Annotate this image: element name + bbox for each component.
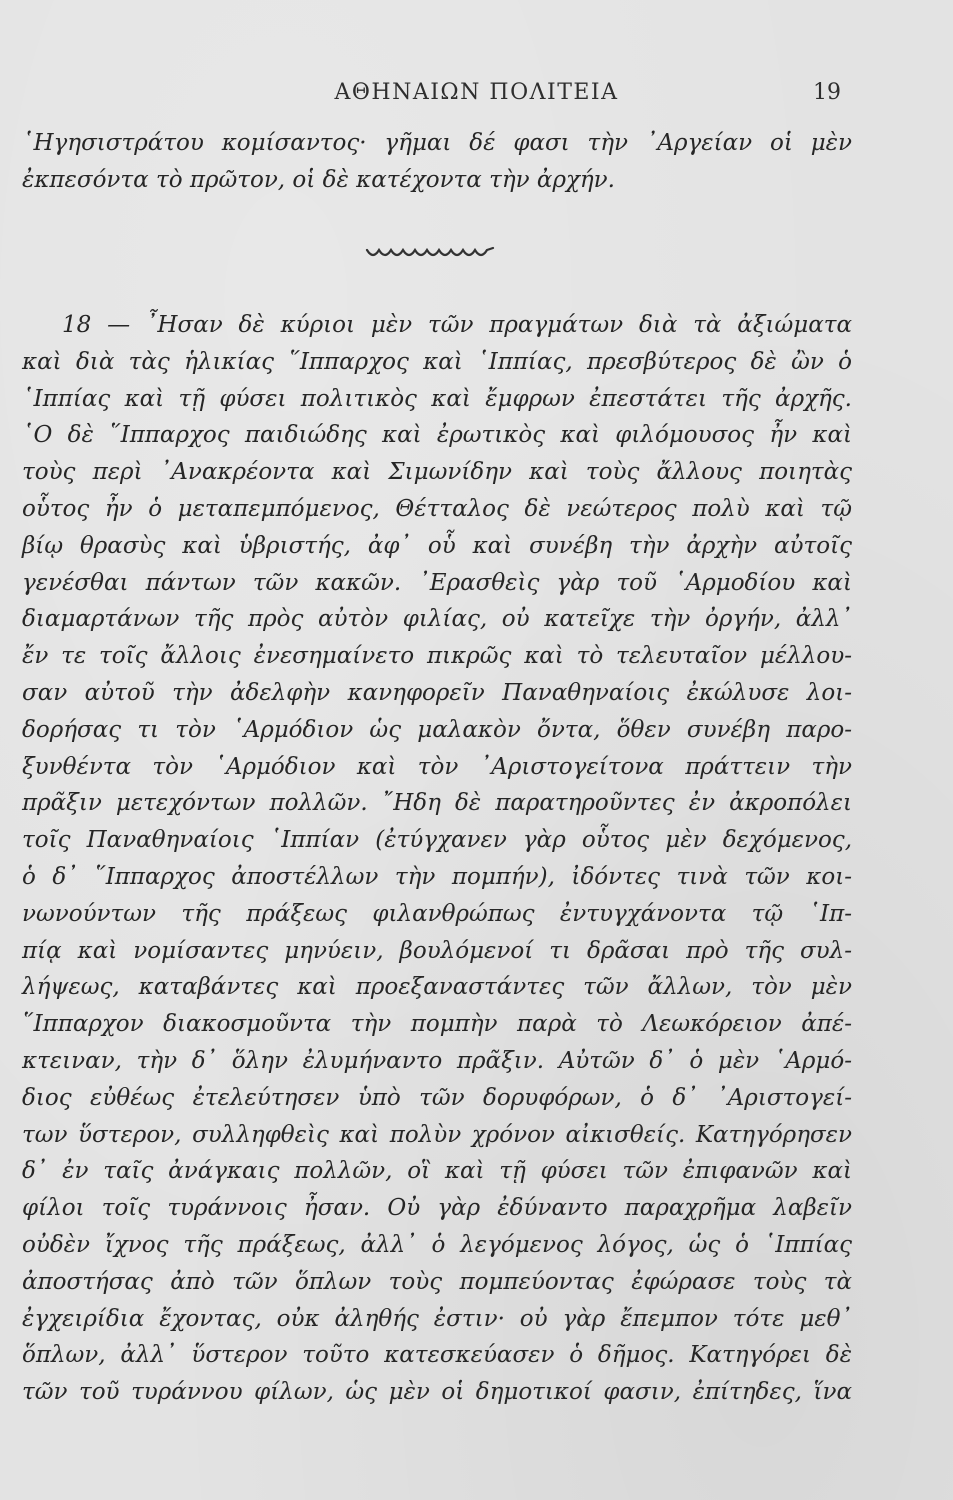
- page-header: [0, 80, 953, 116]
- text-line: τῶν τοῦ τυράννου φίλων, ὡς μὲν οἱ δημοτικοί φασιν, ἐπίτηδες, ἵνα: [22, 1379, 852, 1406]
- section-18-paragraph: [22, 307, 852, 1411]
- text-line: λήψεως, καταβάντες καὶ προεξαναστάντες τῶν ἄλλων, τὸν μὲν: [22, 974, 852, 1001]
- text-line: οὗτος ἦν ὁ μεταπεμπόμενος, Θέτταλος δὲ νεώτερος πολὺ καὶ τῷ: [22, 495, 852, 522]
- running-title: ΑΘΗΝΑΙΩΝ ΠΟΛΙΤΕΙΑ: [334, 80, 619, 105]
- text-line: τοὺς περὶ ᾿Ανακρέοντα καὶ Σιμωνίδην καὶ τοὺς ἄλλους ποιητὰς: [22, 459, 852, 486]
- text-line: φίλοι τοῖς τυράννοις ἦσαν. Οὐ γὰρ ἐδύναντο παραχρῆμα λαβεῖν: [22, 1195, 852, 1222]
- intro-paragraph: [22, 125, 852, 199]
- text-line: κτειναν, τὴν δ᾿ ὅλην ἐλυμήναντο πρᾶξιν. Αὐτῶν δ᾿ ὁ μὲν ῾Αρμό-: [22, 1047, 852, 1074]
- text-line: ῞Ιππαρχον διακοσμοῦντα τὴν πομπὴν παρὰ τὸ Λεωκόρειον ἀπέ-: [22, 1011, 852, 1038]
- text-line: ἐγχειρίδια ἔχοντας, οὐκ ἀληθής ἐστιν· οὐ γὰρ ἔπεμπον τότε μεθ᾿: [22, 1305, 852, 1332]
- text-line: οὐδὲν ἴχνος τῆς πράξεως, ἀλλ᾿ ὁ λεγόμενος λόγος, ὡς ὁ ῾Ιππίας: [22, 1231, 852, 1258]
- text-line: ῾Ιππίας καὶ τῇ φύσει πολιτικὸς καὶ ἔμφρων ἐπεστάτει τῆς ἀρχῆς.: [22, 385, 852, 412]
- text-line: γενέσθαι πάντων τῶν κακῶν. ᾿Ερασθεὶς γὰρ τοῦ ῾Αρμοδίου καὶ: [22, 569, 852, 596]
- text-line: 18 — ῏Ησαν δὲ κύριοι μὲν τῶν πραγμάτων διὰ τὰ ἀξιώματα: [62, 312, 852, 338]
- text-line: σαν αὐτοῦ τὴν ἀδελφὴν κανηφορεῖν Παναθηναίοις ἐκώλυσε λοι-: [22, 679, 852, 706]
- text-line: ῾Ηγησιστράτου κομίσαντος· γῆμαι δέ φασι τὴν ᾿Αργείαν οἱ μὲν: [22, 130, 852, 156]
- page-number: 19: [813, 80, 841, 105]
- text-line: διαμαρτάνων τῆς πρὸς αὐτὸν φιλίας, οὐ κατεῖχε τὴν ὀργήν, ἀλλ᾿: [22, 606, 852, 633]
- text-line: ξυνθέντα τὸν ῾Αρμόδιον καὶ τὸν ᾿Αριστογείτονα πράττειν τὴν: [22, 753, 852, 780]
- text-line: διος εὐθέως ἐτελεύτησεν ὑπὸ τῶν δορυφόρων, ὁ δ᾿ ᾿Αριστογεί-: [22, 1084, 852, 1111]
- text-line: ὅπλων, ἀλλ᾿ ὕστερον τοῦτο κατεσκεύασεν ὁ δῆμος. Κατηγόρει δὲ: [22, 1342, 852, 1369]
- text-line: πρᾶξιν μετεχόντων πολλῶν. ῎Ηδη δὲ παρατηροῦντες ἐν ἀκροπόλει: [22, 790, 852, 817]
- text-line: πίᾳ καὶ νομίσαντες μηνύειν, βουλόμενοί τι δρᾶσαι πρὸ τῆς συλ-: [22, 937, 852, 964]
- wavy-line-ornament-icon: [365, 244, 495, 262]
- text-line: δ᾿ ἐν ταῖς ἀνάγκαις πολλῶν, οἳ καὶ τῇ φύσει τῶν ἐπιφανῶν καὶ: [22, 1158, 852, 1185]
- text-line: ἐκπεσόντα τὸ πρῶτον, οἱ δὲ κατέχοντα τὴν ἀρχήν.: [22, 166, 615, 193]
- text-line: τοῖς Παναθηναίοις ῾Ιππίαν (ἐτύγχανεν γὰρ οὗτος μὲν δεχόμενος,: [22, 827, 852, 854]
- text-line: ὁ δ᾿ ῞Ιππαρχος ἀποστέλλων τὴν πομπήν), ἰδόντες τινὰ τῶν κοι-: [22, 863, 852, 890]
- text-line: βίῳ θρασὺς καὶ ὑβριστής, ἀφ᾿ οὗ καὶ συνέβη τὴν ἀρχὴν αὐτοῖς: [22, 532, 852, 559]
- text-line: των ὕστερον, συλληφθεὶς καὶ πολὺν χρόνον αἰκισθείς. Κατηγόρησεν: [22, 1121, 852, 1148]
- text-line: νωνούντων τῆς πράξεως φιλανθρώπως ἐντυγχάνοντα τῷ ῾Ιπ-: [22, 900, 852, 927]
- text-line: καὶ διὰ τὰς ἡλικίας ῞Ιππαρχος καὶ ῾Ιππίας, πρεσβύτερος δὲ ὢν ὁ: [22, 348, 852, 375]
- text-line: δορήσας τι τὸν ῾Αρμόδιον ὡς μαλακὸν ὄντα, ὅθεν συνέβη παρο-: [22, 716, 852, 743]
- text-line: ῾Ο δὲ ῞Ιππαρχος παιδιώδης καὶ ἐρωτικὸς καὶ φιλόμουσος ἦν καὶ: [22, 422, 852, 449]
- text-line: ἔν τε τοῖς ἄλλοις ἐνεσημαίνετο πικρῶς καὶ τὸ τελευταῖον μέλλου-: [22, 643, 852, 670]
- text-line: ἀποστήσας ἀπὸ τῶν ὅπλων τοὺς πομπεύοντας ἐφώρασε τοὺς τὰ: [22, 1268, 852, 1295]
